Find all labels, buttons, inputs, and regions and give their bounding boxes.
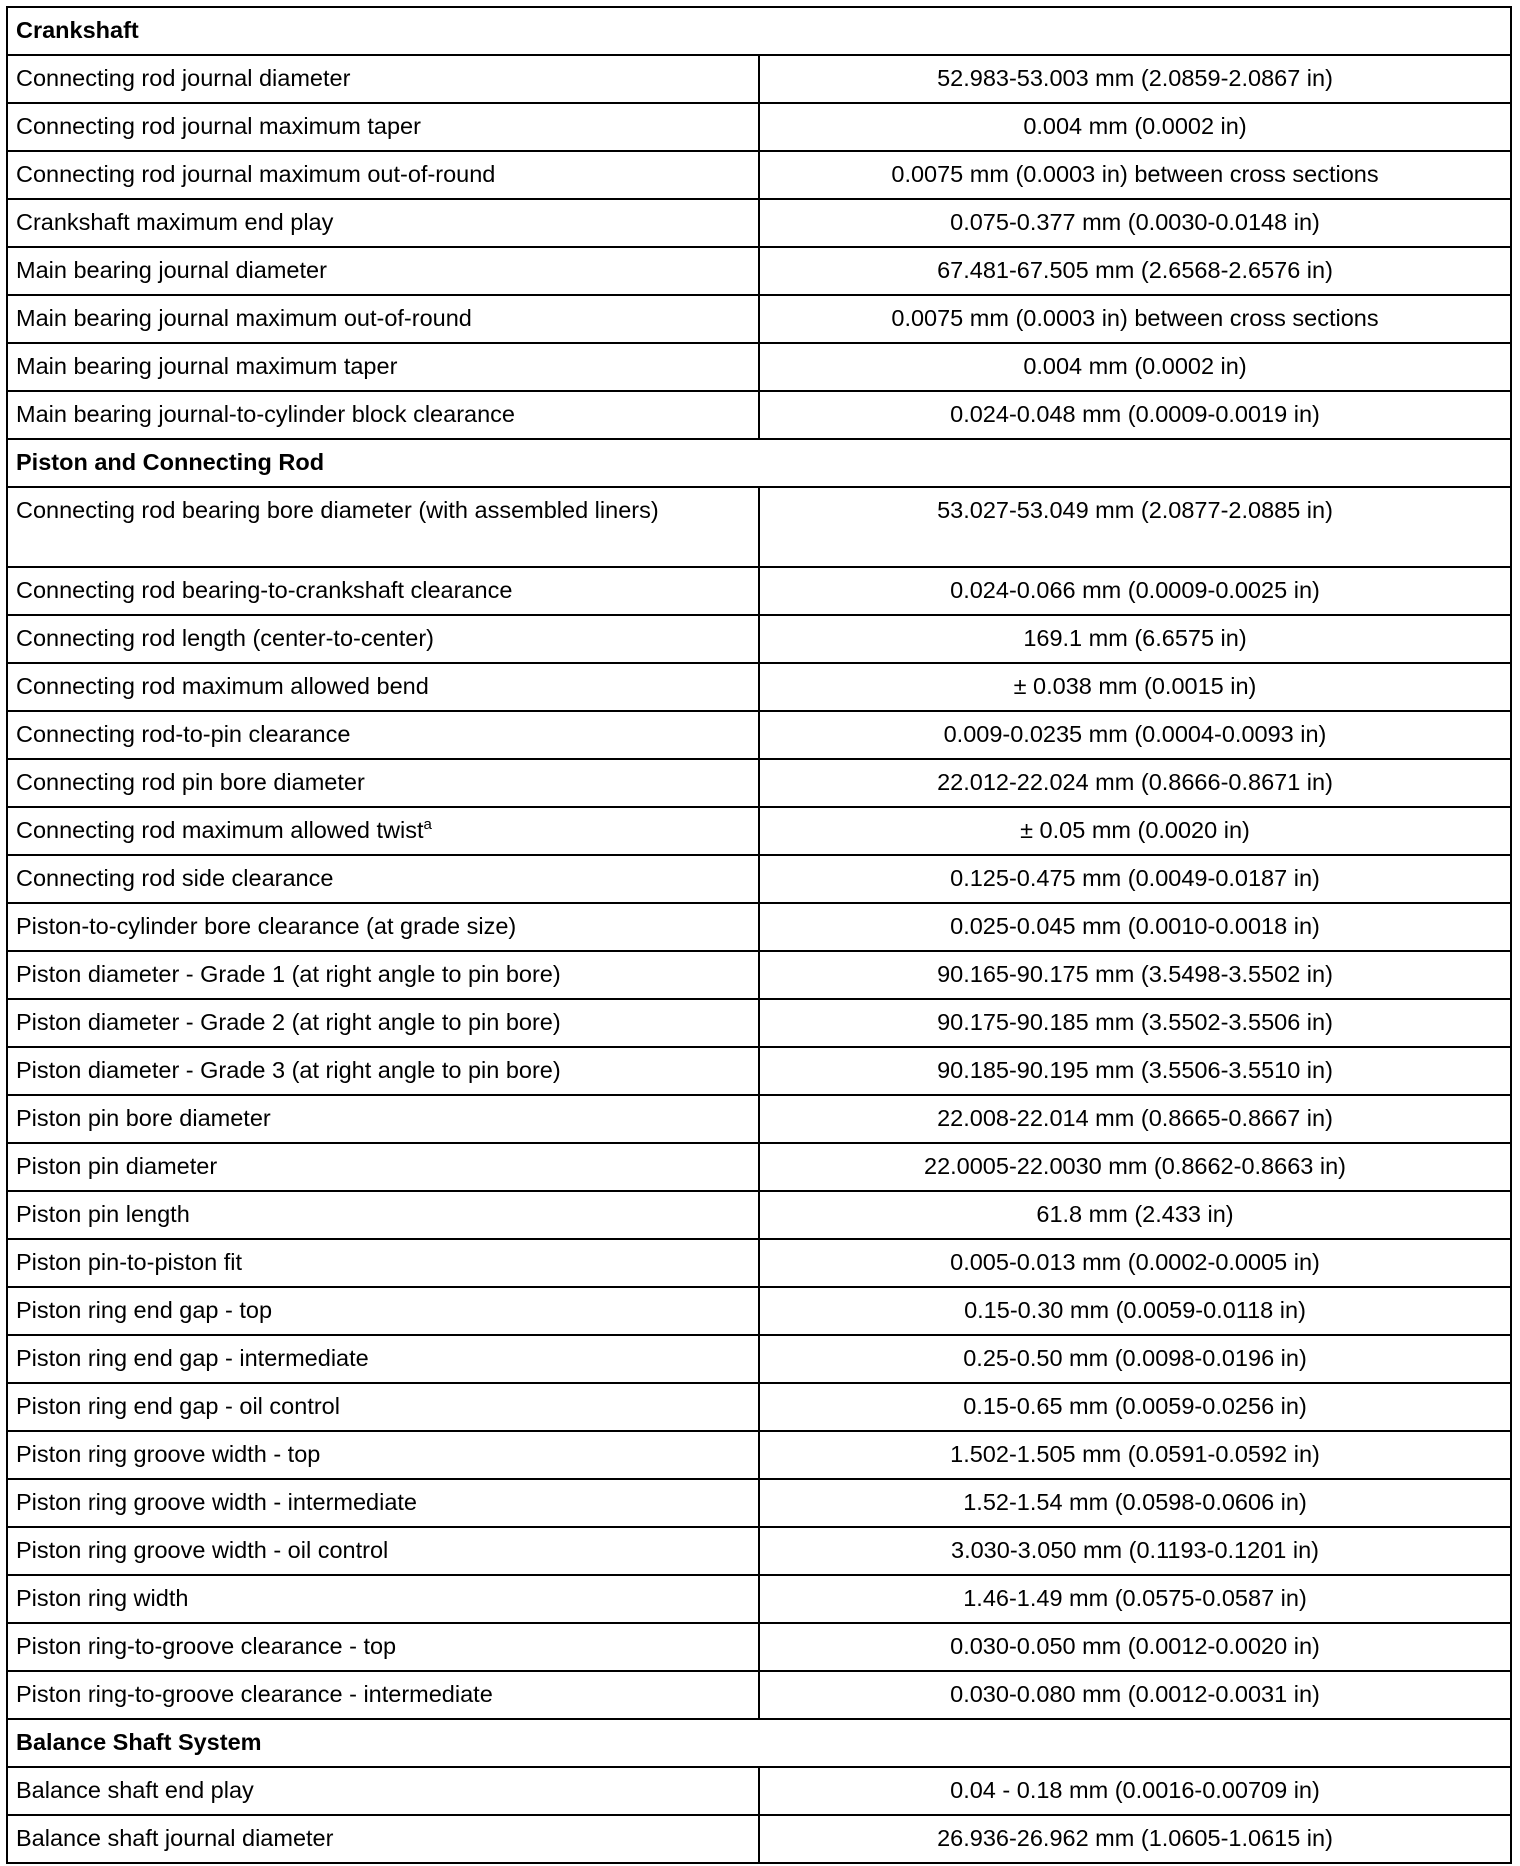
footnote-marker: a [423,816,432,833]
table-row [7,1143,1511,1191]
table-row [7,951,1511,999]
spec-value: 1.46-1.49 mm (0.0575-0.0587 in) [759,1575,1511,1623]
spec-value: ± 0.038 mm (0.0015 in) [759,663,1511,711]
spec-label-cell [7,1815,759,1863]
spec-value: 26.936-26.962 mm (1.0605-1.0615 in) [759,1815,1511,1863]
spec-label: Connecting rod journal maximum out-of-round [16,161,496,187]
spec-value: 0.125-0.475 mm (0.0049-0.0187 in) [759,855,1511,903]
section-title: Piston and Connecting Rod [7,439,1511,487]
spec-label-cell [7,1143,759,1191]
spec-value: 3.030-3.050 mm (0.1193-0.1201 in) [759,1527,1511,1575]
table-row [7,807,1511,855]
table-row [7,711,1511,759]
spec-label: Piston ring-to-groove clearance - intermediate [16,1681,493,1707]
spec-label: Connecting rod maximum allowed twist [16,817,424,843]
spec-label: Piston ring-to-groove clearance - top [16,1633,397,1659]
spec-label-cell [7,855,759,903]
table-row [7,1383,1511,1431]
spec-label-cell [7,1047,759,1095]
spec-label-cell [7,1671,759,1719]
spec-label: Piston-to-cylinder bore clearance (at grade size) [16,913,517,939]
spec-label: Piston diameter - Grade 2 (at right angle to pin bore) [16,1009,561,1035]
spec-label: Piston pin-to-piston fit [16,1249,242,1275]
spec-label: Piston diameter - Grade 1 (at right angle to pin bore) [16,961,561,987]
spec-value: 0.25-0.50 mm (0.0098-0.0196 in) [759,1335,1511,1383]
table-row [7,1671,1511,1719]
spec-value: 0.004 mm (0.0002 in) [759,343,1511,391]
spec-label: Piston ring width [16,1585,189,1611]
spec-label-cell [7,615,759,663]
spec-value: 22.0005-22.0030 mm (0.8662-0.8663 in) [759,1143,1511,1191]
spec-label-cell [7,1239,759,1287]
specification-table-body [7,7,1511,1863]
spec-label: Piston ring end gap - top [16,1297,273,1323]
spec-label-cell [7,295,759,343]
spec-value: 22.012-22.024 mm (0.8666-0.8671 in) [759,759,1511,807]
table-row [7,295,1511,343]
spec-label: Connecting rod maximum allowed bend [16,673,429,699]
spec-label: Main bearing journal-to-cylinder block clearance [16,401,515,427]
spec-value: 61.8 mm (2.433 in) [759,1191,1511,1239]
spec-value: 67.481-67.505 mm (2.6568-2.6576 in) [759,247,1511,295]
spec-label: Connecting rod journal diameter [16,65,351,91]
spec-value: 90.185-90.195 mm (3.5506-3.5510 in) [759,1047,1511,1095]
table-row [7,759,1511,807]
spec-value: 0.024-0.048 mm (0.0009-0.0019 in) [759,391,1511,439]
spec-label: Connecting rod journal maximum taper [16,113,421,139]
table-row [7,1239,1511,1287]
table-row [7,1767,1511,1815]
section-title: Balance Shaft System [7,1719,1511,1767]
section-header-row [7,7,1511,55]
spec-label-cell [7,199,759,247]
spec-value: 169.1 mm (6.6575 in) [759,615,1511,663]
spec-label-cell [7,247,759,295]
spec-label-cell [7,951,759,999]
spec-value: 0.0075 mm (0.0003 in) between cross sections [759,151,1511,199]
spec-value: 0.0075 mm (0.0003 in) between cross sections [759,295,1511,343]
spec-label-cell [7,999,759,1047]
spec-label: Connecting rod length (center-to-center) [16,625,434,651]
table-row [7,1431,1511,1479]
spec-value: 90.165-90.175 mm (3.5498-3.5502 in) [759,951,1511,999]
table-row [7,1479,1511,1527]
spec-label-cell [7,1575,759,1623]
table-row [7,999,1511,1047]
spec-label-cell [7,663,759,711]
table-row [7,391,1511,439]
spec-label: Main bearing journal diameter [16,257,327,283]
table-row [7,663,1511,711]
spec-value: 1.502-1.505 mm (0.0591-0.0592 in) [759,1431,1511,1479]
table-row [7,1623,1511,1671]
table-row [7,1575,1511,1623]
spec-value: ± 0.05 mm (0.0020 in) [759,807,1511,855]
spec-label: Connecting rod bearing-to-crankshaft clearance [16,577,513,603]
spec-label: Connecting rod-to-pin clearance [16,721,351,747]
spec-label-cell [7,103,759,151]
spec-label: Piston pin length [16,1201,190,1227]
table-row [7,567,1511,615]
table-row [7,1815,1511,1863]
table-row [7,151,1511,199]
spec-label-cell [7,487,759,567]
spec-label-cell [7,1767,759,1815]
spec-label: Piston diameter - Grade 3 (at right angle to pin bore) [16,1057,561,1083]
spec-label-cell [7,711,759,759]
section-header-row [7,439,1511,487]
spec-label: Piston ring end gap - intermediate [16,1345,369,1371]
spec-label: Crankshaft maximum end play [16,209,334,235]
spec-label: Balance shaft end play [16,1777,254,1803]
table-row [7,1335,1511,1383]
spec-label-cell [7,1479,759,1527]
table-row [7,199,1511,247]
spec-label-cell [7,343,759,391]
table-row [7,855,1511,903]
spec-label-cell [7,1383,759,1431]
spec-value: 52.983-53.003 mm (2.0859-2.0867 in) [759,55,1511,103]
spec-value: 0.025-0.045 mm (0.0010-0.0018 in) [759,903,1511,951]
spec-value: 53.027-53.049 mm (2.0877-2.0885 in) [759,487,1511,567]
spec-label-cell [7,903,759,951]
spec-label-cell [7,151,759,199]
spec-label-cell [7,55,759,103]
spec-label-cell [7,391,759,439]
spec-label-cell [7,1431,759,1479]
spec-label-cell [7,1335,759,1383]
spec-label: Connecting rod bearing bore diameter (with assembled liners) [16,497,659,523]
spec-value: 0.030-0.050 mm (0.0012-0.0020 in) [759,1623,1511,1671]
table-row [7,1287,1511,1335]
spec-label: Main bearing journal maximum out-of-round [16,305,472,331]
table-row [7,615,1511,663]
spec-label: Connecting rod side clearance [16,865,334,891]
spec-value: 0.04 - 0.18 mm (0.0016-0.00709 in) [759,1767,1511,1815]
spec-value: 1.52-1.54 mm (0.0598-0.0606 in) [759,1479,1511,1527]
spec-label-cell [7,1623,759,1671]
section-title: Crankshaft [7,7,1511,55]
spec-value: 0.15-0.65 mm (0.0059-0.0256 in) [759,1383,1511,1431]
table-row [7,247,1511,295]
spec-label-cell [7,807,759,855]
table-row [7,487,1511,567]
table-row [7,103,1511,151]
table-row [7,1527,1511,1575]
spec-label: Piston ring end gap - oil control [16,1393,340,1419]
spec-label: Piston ring groove width - intermediate [16,1489,418,1515]
table-row [7,55,1511,103]
table-row [7,1191,1511,1239]
spec-label: Main bearing journal maximum taper [16,353,398,379]
spec-label: Piston ring groove width - oil control [16,1537,389,1563]
spec-label-cell [7,1527,759,1575]
spec-value: 22.008-22.014 mm (0.8665-0.8667 in) [759,1095,1511,1143]
spec-value: 90.175-90.185 mm (3.5502-3.5506 in) [759,999,1511,1047]
spec-value: 0.005-0.013 mm (0.0002-0.0005 in) [759,1239,1511,1287]
spec-label: Piston pin bore diameter [16,1105,271,1131]
table-row [7,343,1511,391]
spec-value: 0.075-0.377 mm (0.0030-0.0148 in) [759,199,1511,247]
spec-value: 0.024-0.066 mm (0.0009-0.0025 in) [759,567,1511,615]
section-header-row [7,1719,1511,1767]
spec-value: 0.15-0.30 mm (0.0059-0.0118 in) [759,1287,1511,1335]
specification-table [6,6,1512,1864]
table-row [7,1047,1511,1095]
table-row [7,1095,1511,1143]
table-row [7,903,1511,951]
spec-label: Connecting rod pin bore diameter [16,769,365,795]
spec-label: Balance shaft journal diameter [16,1825,334,1851]
spec-label-cell [7,1191,759,1239]
spec-label-cell [7,759,759,807]
spec-label-cell [7,1287,759,1335]
spec-value: 0.030-0.080 mm (0.0012-0.0031 in) [759,1671,1511,1719]
spec-value: 0.004 mm (0.0002 in) [759,103,1511,151]
spec-label: Piston pin diameter [16,1153,218,1179]
spec-label: Piston ring groove width - top [16,1441,321,1467]
spec-label-cell [7,1095,759,1143]
spec-label-cell [7,567,759,615]
spec-value: 0.009-0.0235 mm (0.0004-0.0093 in) [759,711,1511,759]
